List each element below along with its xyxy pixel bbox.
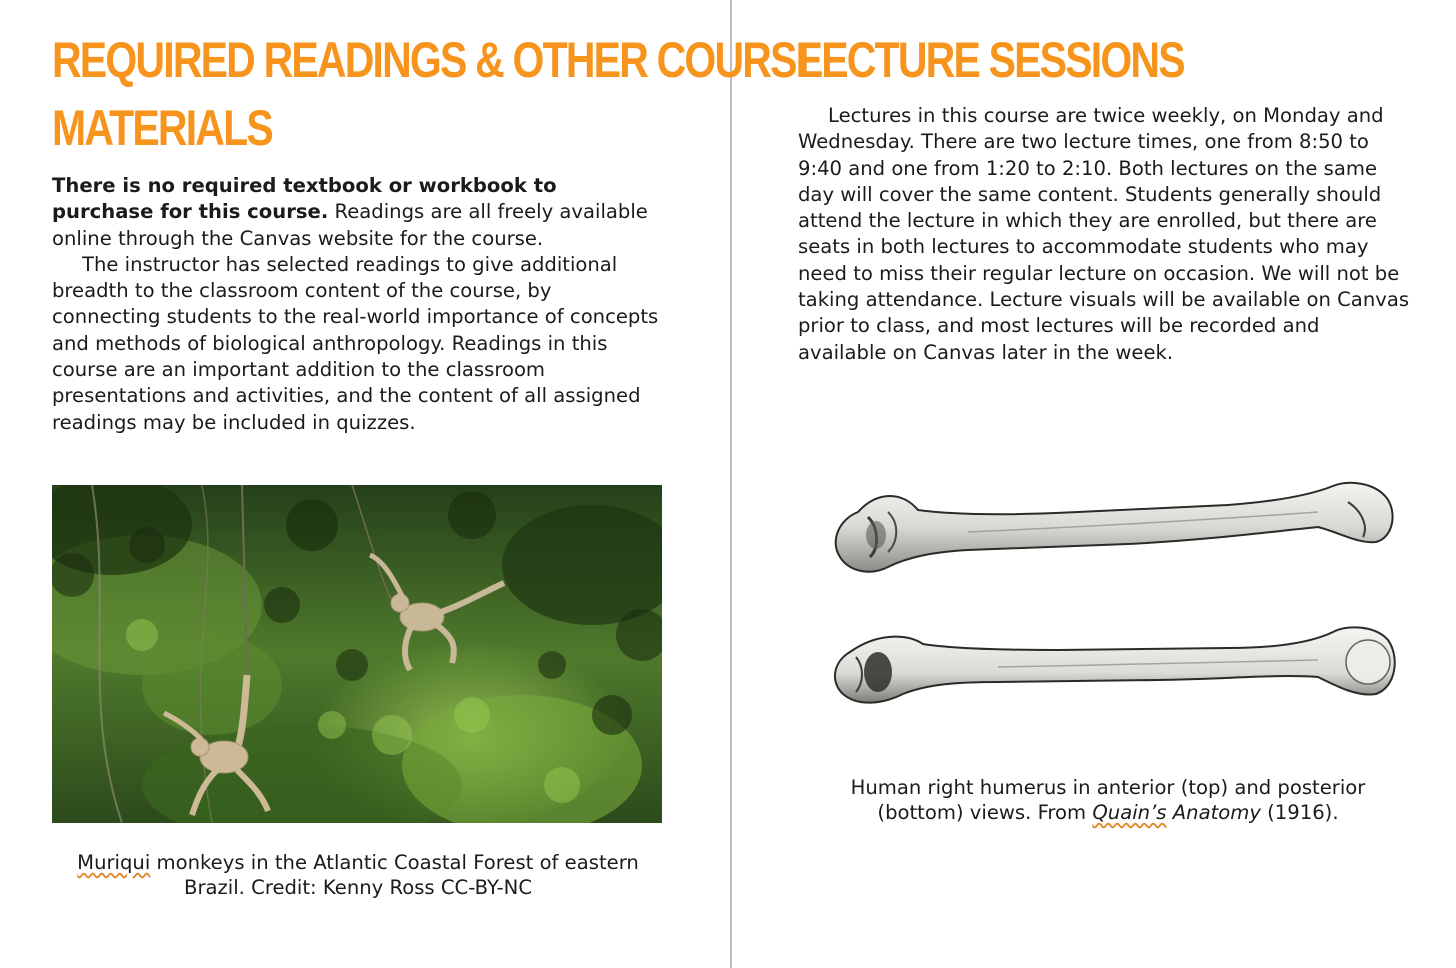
humerus-illustration <box>828 472 1398 722</box>
muriqui-word: Muriqui <box>77 851 151 874</box>
lecture-sessions-heading-wrap <box>798 26 1456 94</box>
muriqui-monkeys-photo <box>52 485 662 823</box>
anatomy-word: Anatomy <box>1166 801 1261 824</box>
humerus-caption-year: (1916). <box>1260 801 1339 824</box>
readings-heading-line2: MATERIALS <box>52 100 272 156</box>
readings-heading <box>52 26 822 162</box>
readings-text <box>52 173 664 436</box>
humerus-anterior-view <box>836 483 1393 572</box>
quains-anatomy-title <box>1092 801 1261 824</box>
lecture-sessions-paragraph <box>798 103 1414 366</box>
humerus-caption-text: Human right humerus in anterior (top) and posterior (bottom) views. From <box>850 776 1366 824</box>
no-textbook-notice: There is no required textbook or workbook to purchase for this course. <box>52 174 557 224</box>
readings-paragraph-2 <box>52 252 664 436</box>
lecture-sessions-text <box>798 103 1414 366</box>
readings-heading-line1: REQUIRED READINGS & OTHER COURSE <box>52 32 822 88</box>
lecture-sessions-paragraph-text: Lectures in this course are twice weekly, on Monday and Wednesday. There are two lecture times, one from 8:50 to 9:40 and one from 1:20 to 2:10. Both lectures on the same day will cover the same content. Students generally should attend the lecture in which they are enrolled, but there are seats in both lectures to accommodate students who may need to miss their regular lecture on occasion. We will not be taking attendance. Lecture visuals will be available on Canvas prior to class, and most lectures will be recorded and available on Canvas later in the week. <box>798 104 1410 364</box>
monkeys-photo-caption <box>52 850 664 900</box>
readings-paragraph-2-text: The instructor has selected readings to give additional breadth to the classroom content of the course, by connecting students to the real-world importance of concepts and methods of biological anthropology. Readings in this course are an important addition to the classroom presentations and activities, and the content of all assigned readings may be included in quizzes. <box>52 252 659 434</box>
readings-paragraph-1-rest: Readings are all freely available online through the Canvas website for the course. <box>52 200 648 250</box>
humerus-posterior-view <box>835 627 1395 702</box>
lecture-sessions-heading: LECTURE SESSIONS <box>798 32 1184 88</box>
humerus-caption <box>838 775 1378 825</box>
monkeys-caption-text: monkeys in the Atlantic Coastal Forest of eastern Brazil. Credit: Kenny Ross CC-BY-NC <box>150 851 639 899</box>
readings-paragraph-1 <box>52 173 664 252</box>
quains-word: Quain’s <box>1092 801 1167 824</box>
